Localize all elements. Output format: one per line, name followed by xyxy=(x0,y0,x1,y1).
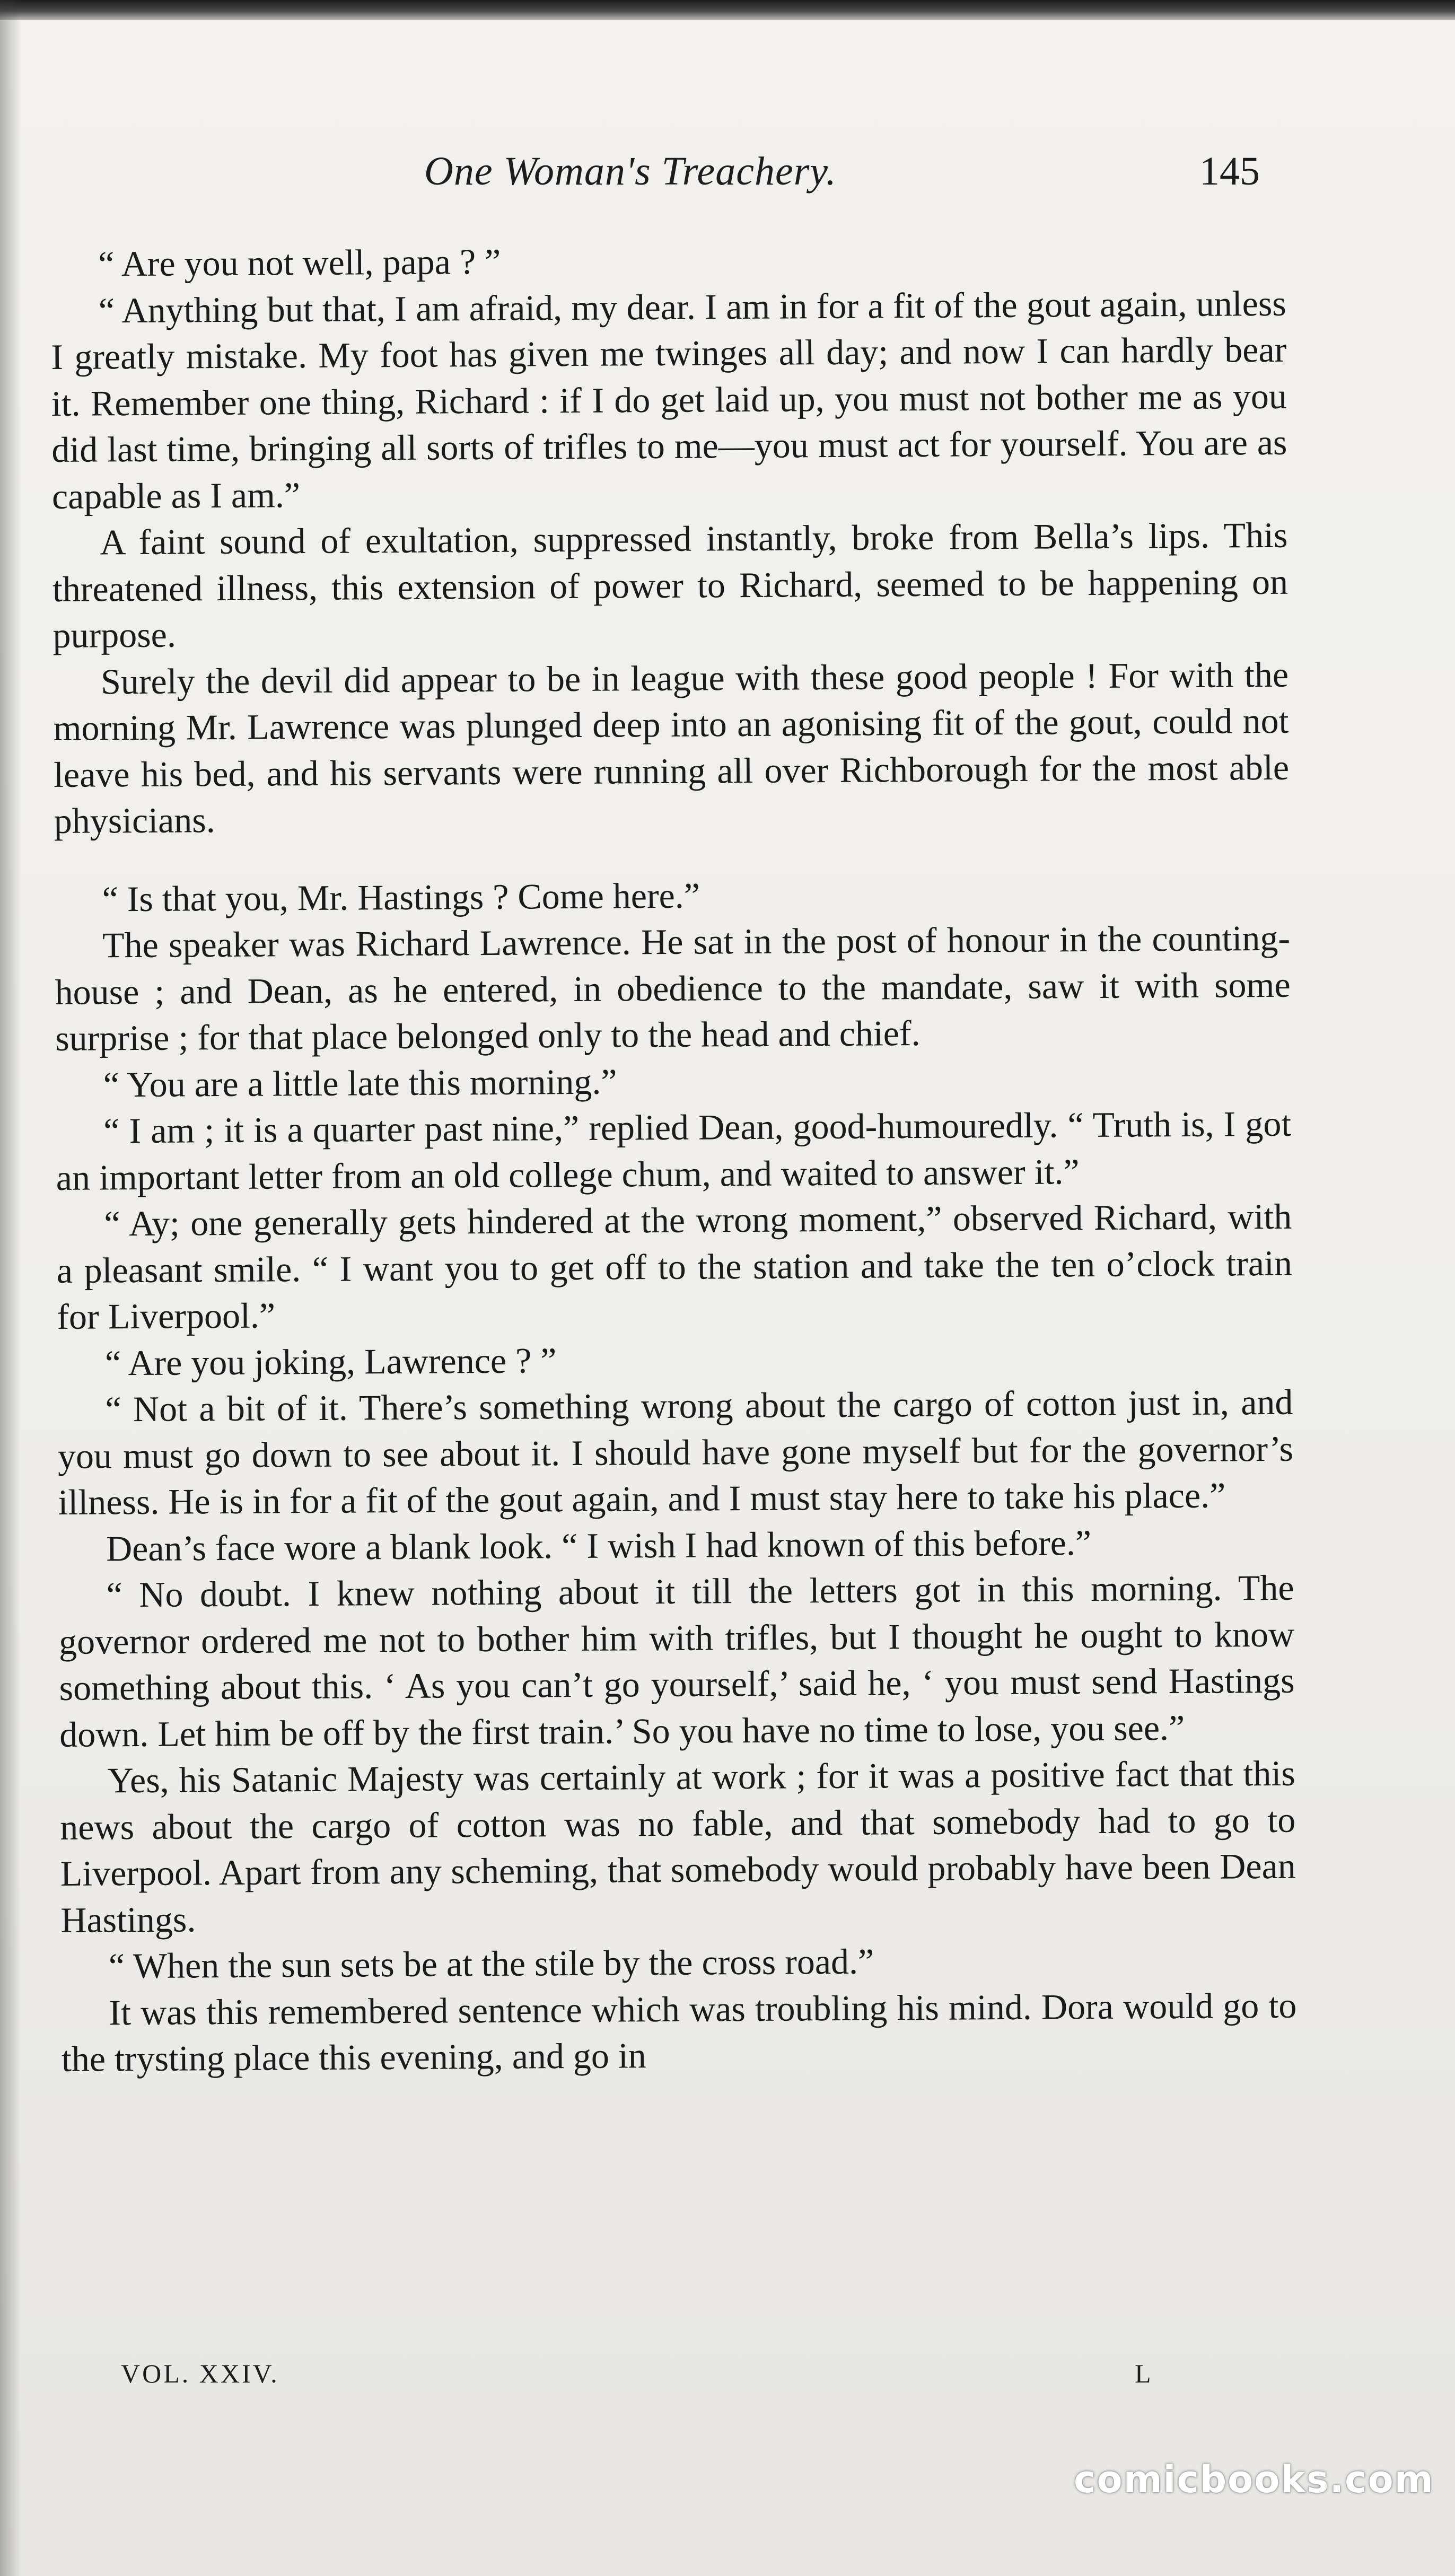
running-title: One Woman's Treachery. xyxy=(424,149,837,194)
paragraph: “ Not a bit of it. There’s something wrong about the cargo of cotton just in, and you must go down to see about it. I should have gone myself but for the governor’s illness. He is in for a fit of the gout again, and I must stay here to take his place.” xyxy=(57,1381,1294,1522)
paragraph: The speaker was Richard Lawrence. He sat in the post of honour in the counting-house ; and Dean, as he entered, in obedience to the mandate, saw it with some surprise ; for that place belonged only to the head and chief. xyxy=(55,917,1291,1058)
paragraph: “ Ay; one generally gets hindered at the wrong moment,” observed Richard, with a pleasant smile. “ I want you to get off to the station and take the ten o’clock train for Liverpool.” xyxy=(56,1196,1293,1337)
paragraph: A faint sound of exultation, suppressed instantly, broke from Bella’s lips. This threatened illness, this extension of power to Richard, seemed to be happening on purpose. xyxy=(52,514,1289,655)
paragraph: Yes, his Satanic Majesty was certainly at work ; for it was a positive fact that this news about the cargo of cotton was no fable, and that somebody had to go to Liverpool. Apart from any scheming, that somebody would probably have been Dean Hastings. xyxy=(60,1753,1296,1940)
body-text xyxy=(50,234,1297,2083)
page-number: 145 xyxy=(1199,149,1260,194)
page-gutter-shadow xyxy=(0,0,21,2576)
gathering-signature: L xyxy=(1135,2359,1151,2388)
paragraph: “ When the sun sets be at the stile by the cross road.” xyxy=(108,1941,874,1986)
paragraph: “ You are a little late this morning.” xyxy=(103,1061,617,1105)
page-top-edge xyxy=(0,0,1455,20)
paragraph: Dean’s face wore a blank look. “ I wish I had known of this before.” xyxy=(106,1522,1092,1569)
paragraph: “ No doubt. I knew nothing about it till the letters got in this morning. The governor ordered me not to bother him with trifles, but I thought he ought to know something about this. ‘ As you can’t go yourself,’ said he, ‘ you must send Hastings down. Let him be off by the first train.’ So you have no time to lose, you see.” xyxy=(58,1567,1295,1755)
paragraph: It was this remembered sentence which was troubling his mind. Dora would go to the trysting place this evening, and go in xyxy=(61,1985,1297,2079)
volume-signature: VOL. XXIV. xyxy=(121,2359,279,2388)
paragraph: “ Are you joking, Lawrence ? ” xyxy=(104,1339,557,1383)
paragraph: “ Anything but that, I am afraid, my dear. I am in for a fit of the gout again, unless I greatly mistake. My foot has given me twinges all day; and now I can hardly bear it. Remember one thing, Richard : if I do get laid up, you must not bother me as you did last time, bringing all sorts of trifles to me—you must act for yourself. You are as capable as I am.” xyxy=(51,283,1287,516)
page-header xyxy=(0,148,1455,212)
paragraph: “ I am ; it is a quarter past nine,” replied Dean, good-humouredly. “ Truth is, I got an important letter from an old college chum, and waited to answer it.” xyxy=(56,1103,1292,1198)
paragraph: “ Is that you, Mr. Hastings ? Come here.” xyxy=(102,875,700,919)
paragraph: Surely the devil did appear to be in league with these good people ! For with the morning Mr. Lawrence was plunged deep into an agonising fit of the gout, could not leave his bed, and his servants were running all over Richborough for the most able physicians. xyxy=(53,654,1290,841)
watermark-logo: comicbooks.com xyxy=(1074,2458,1434,2501)
paragraph: “ Are you not well, papa ? ” xyxy=(98,241,501,284)
